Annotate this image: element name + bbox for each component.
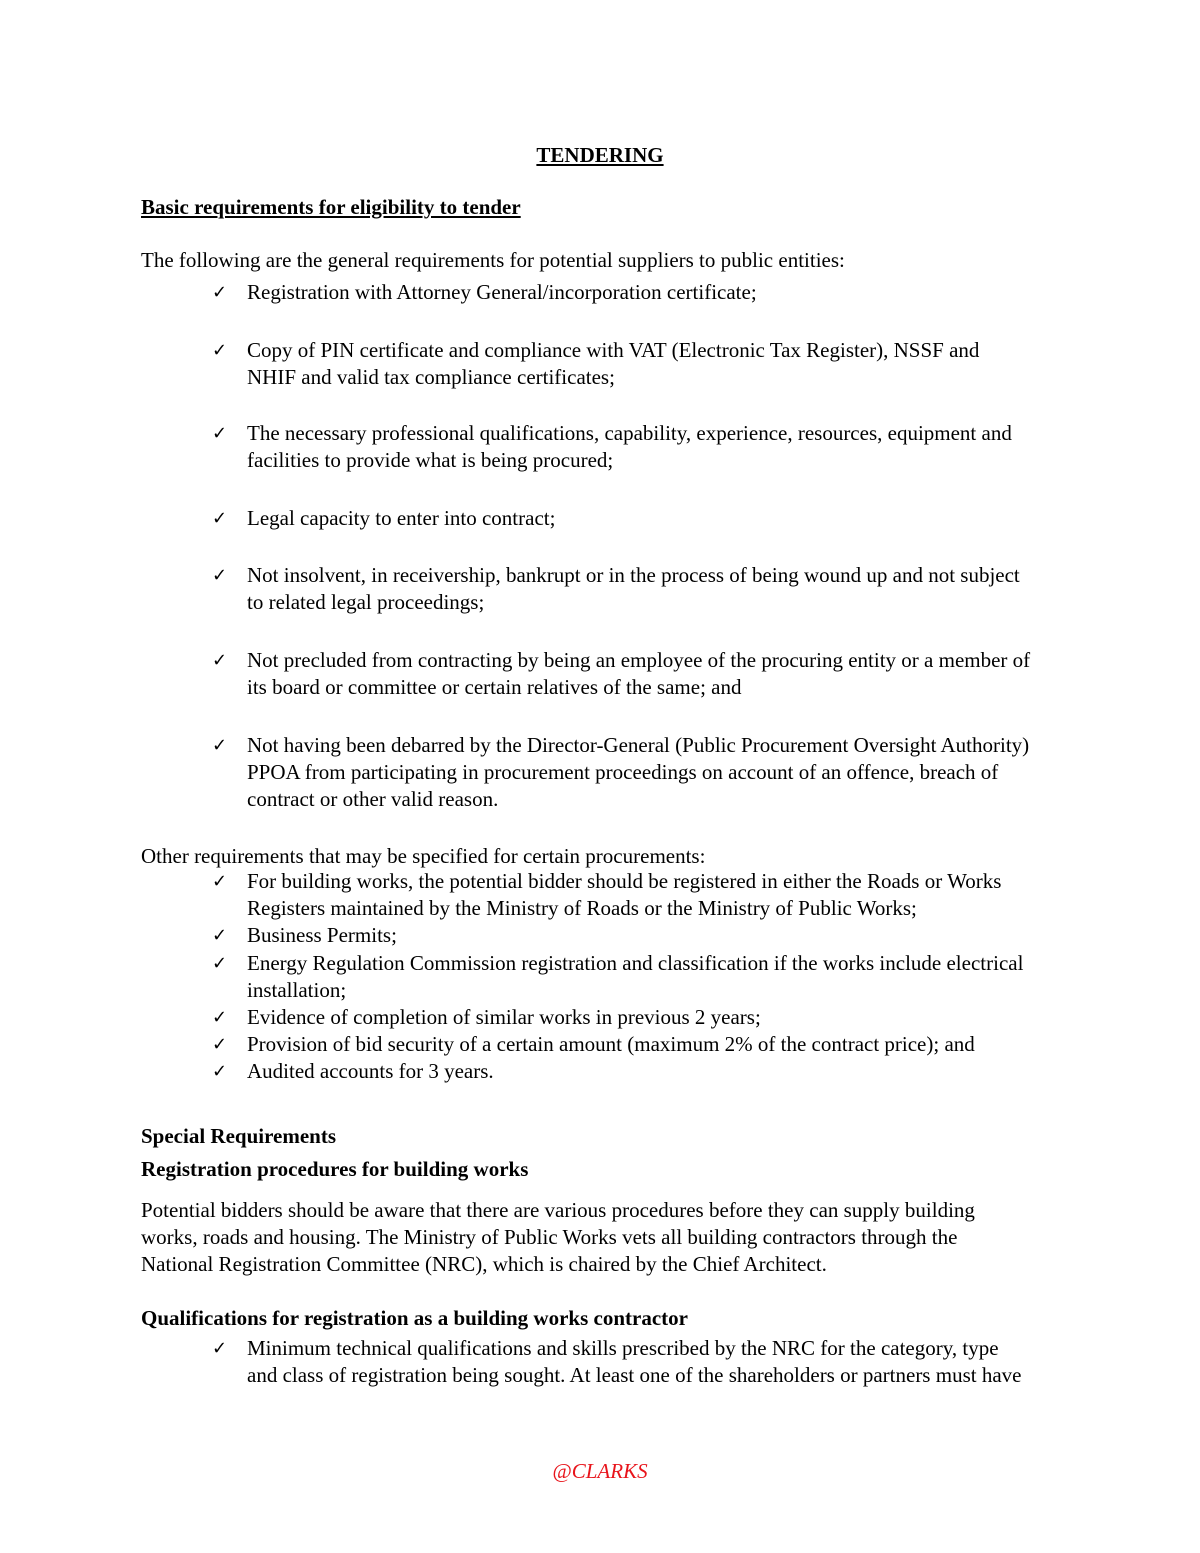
list-item: ✓ Energy Regulation Commission registration and classification if the works include electrical installation;	[212, 951, 1024, 1002]
checkmark-icon: ✓	[212, 650, 228, 671]
list-item: ✓ Not having been debarred by the Director-General (Public Procurement Oversight Authority) PPOA from participating in procurement proceedings on account of an offence, breach of contract or other valid reason.	[212, 733, 1030, 811]
checkmark-icon: ✓	[212, 340, 228, 361]
list-item: ✓ Legal capacity to enter into contract;	[212, 506, 556, 530]
list-item: ✓ Provision of bid security of a certain amount (maximum 2% of the contract price); and	[212, 1032, 975, 1056]
registration-paragraph: Potential bidders should be aware that there are various procedures before they can supply building works, roads and housing. The Ministry of Public Works vets all building contractors through the National Registration Committee (NRC), which is chaired by the Chief Architect.	[141, 1198, 975, 1276]
eligibility-intro: The following are the general requirements for potential suppliers to public entities:	[141, 248, 845, 272]
list-item: ✓ Not precluded from contracting by being an employee of the procuring entity or a member of its board or committee or certain relatives of the same; and	[212, 648, 1031, 699]
footer-watermark: @CLARKS	[552, 1459, 648, 1483]
checkmark-icon: ✓	[212, 508, 228, 529]
section-heading-eligibility: Basic requirements for eligibility to tender	[141, 195, 521, 219]
section-heading-special: Special Requirements	[141, 1124, 337, 1148]
checkmark-icon: ✓	[212, 1061, 228, 1082]
checkmark-icon: ✓	[212, 282, 228, 303]
list-item: ✓ Registration with Attorney General/incorporation certificate;	[212, 280, 757, 304]
list-item: ✓ The necessary professional qualifications, capability, experience, resources, equipment and facilities to provide what is being procured;	[212, 421, 1012, 472]
checkmark-icon: ✓	[212, 871, 228, 892]
list-item: ✓ Audited accounts for 3 years.	[212, 1059, 494, 1083]
section-heading-qualifications: Qualifications for registration as a building works contractor	[141, 1306, 688, 1330]
checkmark-icon: ✓	[212, 925, 228, 946]
checkmark-icon: ✓	[212, 1034, 228, 1055]
list-item: ✓ Business Permits;	[212, 923, 397, 947]
list-item: ✓ For building works, the potential bidder should be registered in either the Roads or Works Registers maintained by the Ministry of Roads or the Ministry of Public Works;	[212, 869, 1002, 920]
section-subheading-registration: Registration procedures for building works	[141, 1157, 529, 1181]
other-requirements-intro: Other requirements that may be specified for certain procurements:	[141, 844, 706, 868]
checkmark-icon: ✓	[212, 1338, 228, 1359]
list-item: ✓ Not insolvent, in receivership, bankrupt or in the process of being wound up and not subject to related legal proceedings;	[212, 563, 1020, 614]
checkmark-icon: ✓	[212, 953, 228, 974]
checkmark-icon: ✓	[212, 1007, 228, 1028]
list-item: ✓ Evidence of completion of similar works in previous 2 years;	[212, 1005, 761, 1029]
checkmark-icon: ✓	[212, 735, 228, 756]
checkmark-icon: ✓	[212, 565, 228, 586]
list-item: ✓ Copy of PIN certificate and compliance with VAT (Electronic Tax Register), NSSF and NHIF and valid tax compliance certificates;	[212, 338, 980, 389]
list-item: ✓ Minimum technical qualifications and skills prescribed by the NRC for the category, type and class of registration being sought. At least one of the shareholders or partners must have	[212, 1336, 1022, 1387]
page-title: TENDERING	[536, 143, 664, 167]
checkmark-icon: ✓	[212, 423, 228, 444]
